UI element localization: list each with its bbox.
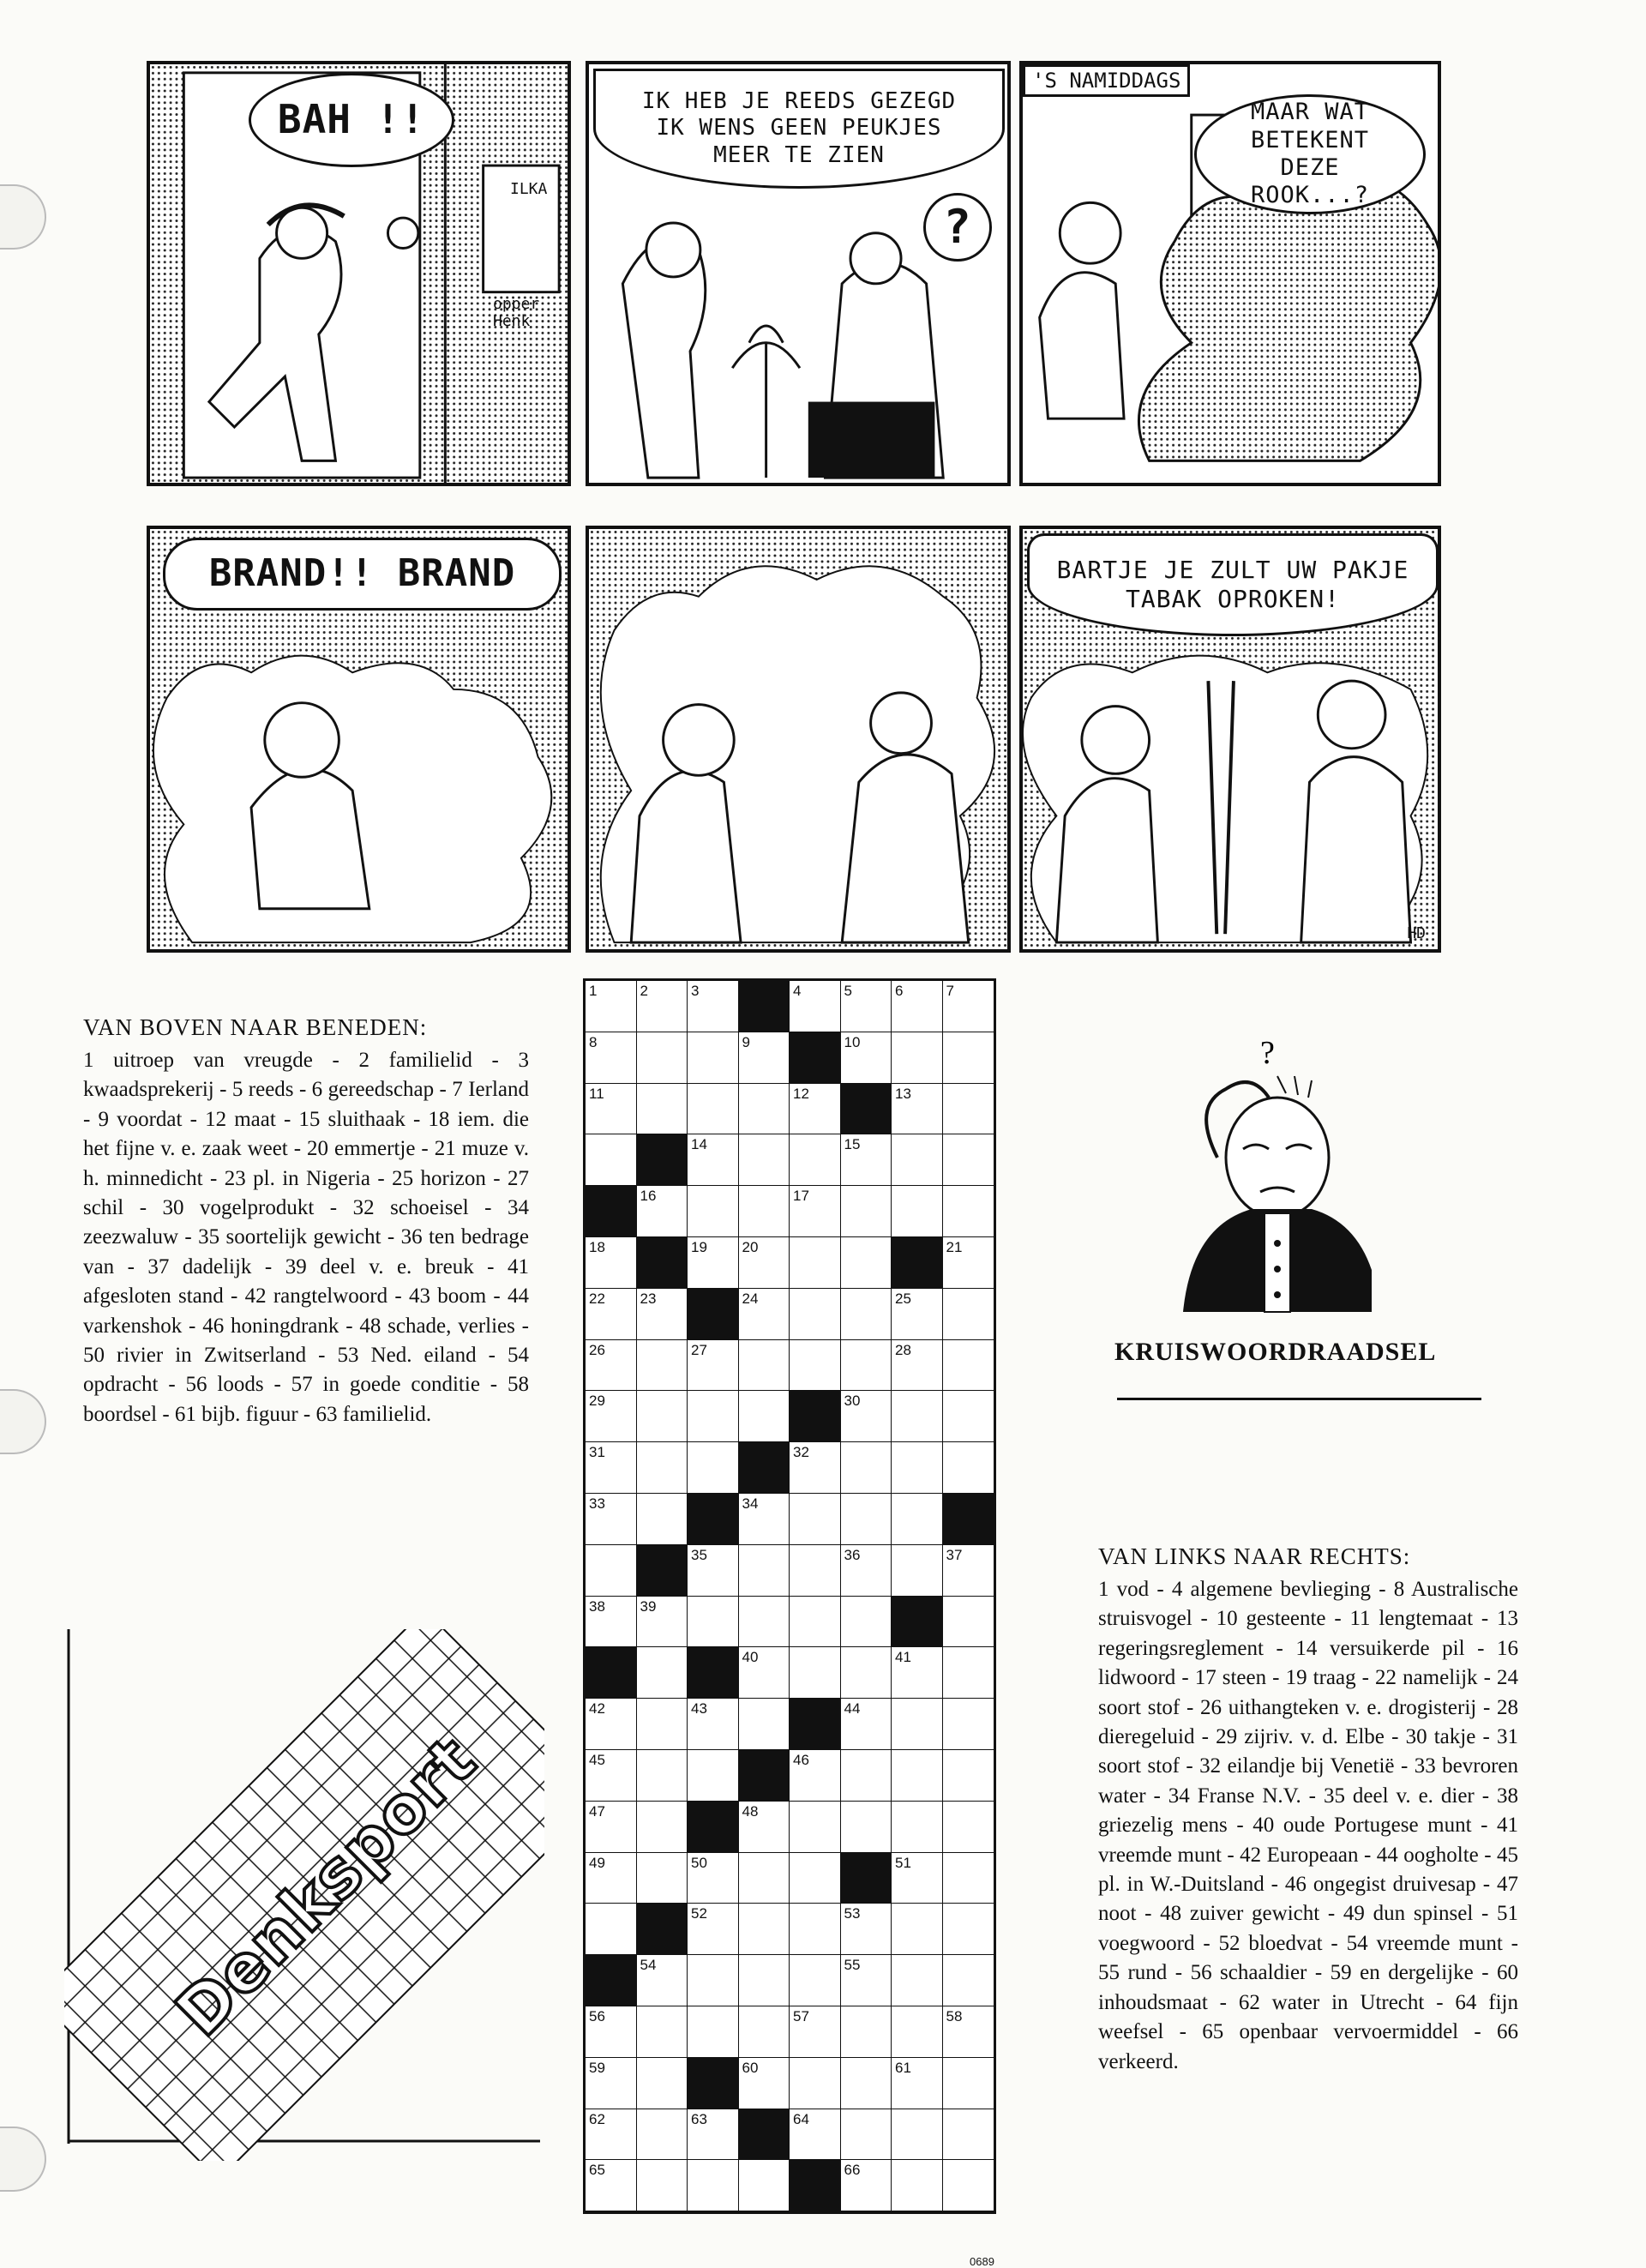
grid-cell[interactable] bbox=[943, 1134, 994, 1186]
cell-number: 3 bbox=[691, 983, 700, 999]
grid-cell[interactable] bbox=[790, 1134, 841, 1186]
comic-panel-2 bbox=[586, 61, 1011, 486]
grid-cell[interactable] bbox=[943, 1597, 994, 1648]
grid-cell[interactable] bbox=[739, 1237, 790, 1289]
grid-cell[interactable] bbox=[841, 1289, 892, 1340]
cell-number: 48 bbox=[742, 1802, 759, 1820]
grid-cell[interactable] bbox=[739, 2160, 790, 2211]
cell-number: 28 bbox=[895, 1341, 911, 1358]
cell-number: 51 bbox=[895, 1854, 911, 1871]
grid-cell[interactable] bbox=[739, 1802, 790, 1853]
cell-number: 63 bbox=[691, 2110, 707, 2127]
grid-cell[interactable] bbox=[637, 1494, 688, 1545]
cell-number: 46 bbox=[793, 1751, 809, 1768]
grid-cell[interactable] bbox=[892, 1494, 943, 1545]
denksport-logo bbox=[64, 1629, 544, 2161]
grid-cell[interactable] bbox=[739, 1494, 790, 1545]
black-cell bbox=[688, 1802, 739, 1853]
grid-cell[interactable] bbox=[637, 2160, 688, 2211]
black-cell bbox=[637, 1545, 688, 1597]
cell-number: 22 bbox=[589, 1290, 605, 1307]
grid-cell[interactable] bbox=[892, 1084, 943, 1135]
grid-cell[interactable] bbox=[688, 1134, 739, 1186]
comic-panel-4 bbox=[147, 526, 571, 953]
black-cell bbox=[892, 1597, 943, 1648]
cell-number: 15 bbox=[844, 1136, 861, 1153]
grid-cell[interactable] bbox=[943, 1699, 994, 1750]
grid-cell[interactable] bbox=[790, 1442, 841, 1494]
grid-cell[interactable] bbox=[841, 1955, 892, 2006]
grid-cell[interactable] bbox=[841, 2058, 892, 2109]
grid-cell[interactable] bbox=[637, 1597, 688, 1648]
grid-cell[interactable] bbox=[637, 1391, 688, 1442]
black-cell bbox=[943, 1494, 994, 1545]
grid-cell[interactable] bbox=[892, 1699, 943, 1750]
cell-number: 40 bbox=[742, 1649, 759, 1666]
grid-cell[interactable] bbox=[943, 1853, 994, 1904]
cell-number: 16 bbox=[640, 1188, 657, 1205]
grid-cell[interactable] bbox=[790, 1237, 841, 1289]
cell-number: 37 bbox=[946, 1546, 963, 1563]
grid-cell[interactable] bbox=[637, 2109, 688, 2161]
cell-number: 25 bbox=[895, 1290, 911, 1307]
grid-cell[interactable] bbox=[739, 1084, 790, 1135]
artist-signature: HD bbox=[1407, 924, 1426, 942]
grid-cell[interactable] bbox=[637, 1032, 688, 1084]
grid-cell[interactable] bbox=[943, 981, 994, 1032]
cell-number: 62 bbox=[589, 2110, 605, 2127]
grid-cell[interactable] bbox=[892, 1853, 943, 1904]
cell-number: 56 bbox=[589, 2007, 605, 2024]
grid-cell[interactable] bbox=[586, 1289, 637, 1340]
grid-cell[interactable] bbox=[739, 1853, 790, 1904]
grid-cell[interactable] bbox=[688, 1237, 739, 1289]
denksport-logo-text: Denksport bbox=[160, 1721, 490, 2051]
grid-cell[interactable] bbox=[943, 1904, 994, 1955]
puzzled-man-illustration bbox=[1166, 1029, 1372, 1320]
grid-cell[interactable] bbox=[943, 1391, 994, 1442]
grid-cell[interactable] bbox=[790, 981, 841, 1032]
grid-cell[interactable] bbox=[688, 2109, 739, 2161]
comic-panel-1 bbox=[147, 61, 571, 486]
cell-number: 42 bbox=[589, 1700, 605, 1718]
grid-cell[interactable] bbox=[739, 2006, 790, 2058]
grid-cell[interactable] bbox=[637, 1084, 688, 1135]
cell-number: 33 bbox=[589, 1495, 605, 1512]
black-cell bbox=[688, 2058, 739, 2109]
cell-number: 8 bbox=[589, 1033, 598, 1050]
comic-panel-6 bbox=[1019, 526, 1441, 953]
grid-cell[interactable] bbox=[586, 2160, 637, 2211]
cell-number: 20 bbox=[742, 1238, 759, 1255]
grid-cell[interactable] bbox=[586, 2109, 637, 2161]
cell-number: 26 bbox=[589, 1341, 605, 1358]
grid-cell[interactable] bbox=[586, 1442, 637, 1494]
grid-cell[interactable] bbox=[892, 1032, 943, 1084]
grid-cell[interactable] bbox=[892, 1442, 943, 1494]
grid-cell[interactable] bbox=[841, 1032, 892, 1084]
cell-number: 4 bbox=[793, 983, 802, 999]
grid-cell[interactable] bbox=[943, 1237, 994, 1289]
cell-number: 5 bbox=[844, 983, 852, 999]
grid-cell[interactable] bbox=[790, 1186, 841, 1237]
grid-cell[interactable] bbox=[943, 1442, 994, 1494]
grid-cell[interactable] bbox=[637, 2058, 688, 2109]
cell-number: 54 bbox=[640, 1957, 657, 1974]
grid-cell[interactable] bbox=[943, 1802, 994, 1853]
title-underline bbox=[1117, 1398, 1481, 1400]
grid-cell[interactable] bbox=[637, 1186, 688, 1237]
grid-cell[interactable] bbox=[943, 1084, 994, 1135]
grid-cell[interactable] bbox=[841, 2109, 892, 2161]
panel-2-question-balloon: ? bbox=[923, 193, 992, 262]
grid-cell[interactable] bbox=[586, 981, 637, 1032]
grid-cell[interactable] bbox=[688, 1904, 739, 1955]
grid-cell[interactable] bbox=[943, 2109, 994, 2161]
cell-number: 58 bbox=[946, 2007, 963, 2024]
cell-number: 32 bbox=[793, 1444, 809, 1461]
cell-number: 64 bbox=[793, 2110, 809, 2127]
panel-2-speech-balloon: IK HEB JE REEDS GEZEGD IK WENS GEEN PEUKJES MEER TE ZIEN bbox=[593, 69, 1005, 189]
grid-cell[interactable] bbox=[739, 1391, 790, 1442]
black-cell bbox=[790, 1699, 841, 1750]
cell-number: 13 bbox=[895, 1085, 911, 1102]
panel-1-name-plate: opper Henk bbox=[493, 295, 540, 330]
cell-number: 18 bbox=[589, 1238, 605, 1255]
black-cell bbox=[841, 1853, 892, 1904]
grid-cell[interactable] bbox=[892, 1186, 943, 1237]
grid-cell[interactable] bbox=[841, 1750, 892, 1802]
svg-text:?: ? bbox=[1260, 1035, 1275, 1071]
grid-cell[interactable] bbox=[892, 2006, 943, 2058]
grid-cell[interactable] bbox=[586, 1032, 637, 1084]
grid-cell[interactable] bbox=[739, 1032, 790, 1084]
grid-cell[interactable] bbox=[586, 1699, 637, 1750]
grid-cell[interactable] bbox=[688, 981, 739, 1032]
grid-cell[interactable] bbox=[688, 1699, 739, 1750]
black-cell bbox=[790, 1391, 841, 1442]
cell-number: 19 bbox=[691, 1238, 707, 1255]
grid-cell[interactable] bbox=[943, 1186, 994, 1237]
grid-cell[interactable] bbox=[892, 1904, 943, 1955]
grid-cell[interactable] bbox=[790, 1597, 841, 1648]
cell-number: 41 bbox=[895, 1649, 911, 1666]
grid-cell[interactable] bbox=[841, 1237, 892, 1289]
grid-cell[interactable] bbox=[586, 2006, 637, 2058]
grid-cell[interactable] bbox=[790, 1289, 841, 1340]
grid-cell[interactable] bbox=[892, 1750, 943, 1802]
black-cell bbox=[790, 2160, 841, 2211]
cell-number: 47 bbox=[589, 1802, 605, 1820]
print-code: 0689 bbox=[970, 2255, 994, 2268]
grid-cell[interactable] bbox=[688, 1853, 739, 1904]
panel-3-speech-balloon: MAAR WAT BETEKENT DEZE ROOK...? bbox=[1194, 94, 1426, 214]
grid-cell[interactable] bbox=[841, 1802, 892, 1853]
grid-cell[interactable] bbox=[790, 2006, 841, 2058]
grid-cell[interactable] bbox=[688, 1391, 739, 1442]
black-cell bbox=[586, 1647, 637, 1699]
comic-panel-3 bbox=[1019, 61, 1441, 486]
grid-cell[interactable] bbox=[790, 1750, 841, 1802]
cell-number: 65 bbox=[589, 2162, 605, 2179]
grid-cell[interactable] bbox=[637, 1340, 688, 1392]
grid-cell[interactable] bbox=[892, 1289, 943, 1340]
grid-cell[interactable] bbox=[790, 2109, 841, 2161]
cell-number: 23 bbox=[640, 1290, 657, 1307]
grid-cell[interactable] bbox=[739, 1904, 790, 1955]
grid-cell[interactable] bbox=[739, 1597, 790, 1648]
black-cell bbox=[586, 1955, 637, 2006]
grid-cell[interactable] bbox=[688, 1750, 739, 1802]
grid-cell[interactable] bbox=[943, 1289, 994, 1340]
cell-number: 27 bbox=[691, 1341, 707, 1358]
panel-5-drawing bbox=[589, 529, 1007, 949]
cell-number: 45 bbox=[589, 1751, 605, 1768]
grid-cell[interactable] bbox=[790, 2058, 841, 2109]
grid-cell[interactable] bbox=[841, 1494, 892, 1545]
grid-cell[interactable] bbox=[943, 1647, 994, 1699]
clues-across-title: VAN LINKS NAAR RECHTS: bbox=[1098, 1543, 1411, 1569]
grid-cell[interactable] bbox=[739, 1699, 790, 1750]
grid-cell[interactable] bbox=[688, 1597, 739, 1648]
comic-panel-5 bbox=[586, 526, 1011, 953]
cell-number: 49 bbox=[589, 1854, 605, 1871]
black-cell bbox=[739, 2109, 790, 2161]
grid-cell[interactable] bbox=[739, 1647, 790, 1699]
cell-number: 36 bbox=[844, 1546, 861, 1563]
panel-3-caption: 'S NAMIDDAGS bbox=[1023, 64, 1190, 97]
grid-cell[interactable] bbox=[943, 1032, 994, 1084]
binder-hole-top bbox=[0, 184, 46, 250]
grid-cell[interactable] bbox=[841, 1134, 892, 1186]
cell-number: 55 bbox=[844, 1957, 861, 1974]
black-cell bbox=[586, 1186, 637, 1237]
grid-cell[interactable] bbox=[739, 1289, 790, 1340]
cell-number: 10 bbox=[844, 1033, 861, 1050]
cell-number: 35 bbox=[691, 1546, 707, 1563]
grid-cell[interactable] bbox=[790, 1955, 841, 2006]
grid-cell[interactable] bbox=[892, 1955, 943, 2006]
grid-cell[interactable] bbox=[841, 1442, 892, 1494]
grid-cell[interactable] bbox=[841, 1391, 892, 1442]
cell-number: 7 bbox=[946, 983, 954, 999]
grid-cell[interactable] bbox=[943, 1545, 994, 1597]
cell-number: 14 bbox=[691, 1136, 707, 1153]
grid-cell[interactable] bbox=[688, 2006, 739, 2058]
grid-cell[interactable] bbox=[892, 1340, 943, 1392]
black-cell bbox=[637, 1237, 688, 1289]
cell-number: 39 bbox=[640, 1597, 657, 1615]
grid-cell[interactable] bbox=[892, 2160, 943, 2211]
cell-number: 59 bbox=[589, 2059, 605, 2076]
black-cell bbox=[739, 1750, 790, 1802]
black-cell bbox=[841, 1084, 892, 1135]
cell-number: 1 bbox=[589, 983, 598, 999]
cell-number: 11 bbox=[589, 1085, 604, 1102]
grid-cell[interactable] bbox=[892, 2058, 943, 2109]
binder-hole-bottom bbox=[0, 2127, 46, 2192]
black-cell bbox=[637, 1134, 688, 1186]
grid-cell[interactable] bbox=[790, 1647, 841, 1699]
grid-cell[interactable] bbox=[841, 1186, 892, 1237]
grid-cell[interactable] bbox=[790, 1853, 841, 1904]
grid-cell[interactable] bbox=[688, 1442, 739, 1494]
grid-cell[interactable] bbox=[841, 2160, 892, 2211]
cell-number: 12 bbox=[793, 1085, 809, 1102]
cell-number: 29 bbox=[589, 1393, 605, 1410]
grid-cell[interactable] bbox=[688, 1084, 739, 1135]
black-cell bbox=[739, 1442, 790, 1494]
grid-cell[interactable] bbox=[688, 1032, 739, 1084]
grid-cell[interactable] bbox=[637, 1647, 688, 1699]
grid-cell[interactable] bbox=[841, 981, 892, 1032]
black-cell bbox=[892, 1237, 943, 1289]
clues-across-text: 1 vod - 4 algemene bevlieging - 8 Australische struisvogel - 10 gesteente - 11 lengtemaat - 13 regeringsreglement - 14 versuikerde pil - 16 lidwoord - 17 steen - 19 traag - 22 namelijk - 24 soort stof - 26 uithangteken v. e. drogisterij - 28 dieregeluid - 29 zijriv. v. d. Elbe - 30 takje - 31 soort stof - 32 eilandje bij Venetië - 33 bevroren water - 34 Franse N.V. - 35 deel v. e. dier - 38 griezelig mens - 40 oude Portugese munt - 41 vreemde munt - 42 Europeaan - 44 oogholte - 45 pl. in W.-Duitsland - 46 ongegist druivesap - 47 noot - 48 zuiver gewicht - 49 dun spinsel - 51 voegwoord - 52 bloedvat - 54 vreemde munt - 55 rund - 56 schaaldier - 59 en dergelijke - 60 inhoudsmaat - 62 water in Utrecht - 64 fijn weefsel - 65 openbaar vervoermiddel - 66 verkeerd. bbox=[1098, 1578, 1518, 2073]
cell-number: 50 bbox=[691, 1854, 707, 1871]
grid-cell[interactable] bbox=[790, 1545, 841, 1597]
grid-cell[interactable] bbox=[892, 1391, 943, 1442]
cell-number: 66 bbox=[844, 2162, 861, 2179]
grid-cell[interactable] bbox=[892, 1802, 943, 1853]
cell-number: 53 bbox=[844, 1905, 861, 1922]
black-cell bbox=[637, 1904, 688, 1955]
grid-cell[interactable] bbox=[943, 1750, 994, 1802]
binder-hole-middle bbox=[0, 1389, 46, 1454]
grid-cell[interactable] bbox=[739, 1186, 790, 1237]
black-cell bbox=[688, 1289, 739, 1340]
cell-number: 61 bbox=[895, 2059, 911, 2076]
black-cell bbox=[790, 1032, 841, 1084]
grid-cell[interactable] bbox=[586, 1853, 637, 1904]
grid-cell[interactable] bbox=[841, 2006, 892, 2058]
grid-cell[interactable] bbox=[586, 1134, 637, 1186]
panel-1-speech-balloon: BAH !! bbox=[249, 73, 454, 167]
grid-cell[interactable] bbox=[637, 1750, 688, 1802]
cell-number: 21 bbox=[946, 1238, 963, 1255]
grid-cell[interactable] bbox=[688, 1340, 739, 1392]
grid-cell[interactable] bbox=[637, 981, 688, 1032]
grid-cell[interactable] bbox=[892, 1647, 943, 1699]
grid-cell[interactable] bbox=[637, 1802, 688, 1853]
grid-cell[interactable] bbox=[739, 2058, 790, 2109]
grid-cell[interactable] bbox=[739, 1955, 790, 2006]
cell-number: 31 bbox=[589, 1444, 605, 1461]
cell-number: 60 bbox=[742, 2059, 759, 2076]
grid-cell[interactable] bbox=[790, 1904, 841, 1955]
grid-cell[interactable] bbox=[586, 1545, 637, 1597]
grid-cell[interactable] bbox=[739, 1134, 790, 1186]
cell-number: 2 bbox=[640, 983, 648, 999]
grid-cell[interactable] bbox=[943, 1955, 994, 2006]
clues-down bbox=[83, 1014, 529, 1429]
cell-number: 6 bbox=[895, 983, 904, 999]
grid-cell[interactable] bbox=[943, 2058, 994, 2109]
cell-number: 24 bbox=[742, 1290, 759, 1307]
grid-cell[interactable] bbox=[790, 1494, 841, 1545]
grid-cell[interactable] bbox=[637, 1853, 688, 1904]
panel-6-speech-balloon: BARTJE JE ZULT UW PAKJE TABAK OPROKEN! bbox=[1027, 533, 1439, 636]
grid-cell[interactable] bbox=[892, 1545, 943, 1597]
grid-cell[interactable] bbox=[586, 1237, 637, 1289]
grid-cell[interactable] bbox=[943, 2160, 994, 2211]
grid-cell[interactable] bbox=[586, 1494, 637, 1545]
grid-cell[interactable] bbox=[790, 1802, 841, 1853]
grid-cell[interactable] bbox=[637, 1699, 688, 1750]
grid-cell[interactable] bbox=[892, 981, 943, 1032]
grid-cell[interactable] bbox=[586, 1904, 637, 1955]
panel-1-door-sign: ILKA bbox=[510, 180, 548, 198]
grid-cell[interactable] bbox=[586, 1391, 637, 1442]
grid-cell[interactable] bbox=[688, 1545, 739, 1597]
cell-number: 44 bbox=[844, 1700, 861, 1718]
grid-cell[interactable] bbox=[892, 1134, 943, 1186]
cell-number: 38 bbox=[589, 1597, 605, 1615]
grid-cell[interactable] bbox=[841, 1545, 892, 1597]
cell-number: 9 bbox=[742, 1033, 750, 1050]
black-cell bbox=[688, 1494, 739, 1545]
crossword-title: KRUISWOORDRAADSEL bbox=[1114, 1338, 1437, 1366]
grid-cell[interactable] bbox=[586, 1597, 637, 1648]
black-cell bbox=[739, 981, 790, 1032]
grid-cell[interactable] bbox=[586, 1084, 637, 1135]
grid-cell[interactable] bbox=[790, 1340, 841, 1392]
grid-cell[interactable] bbox=[637, 2006, 688, 2058]
grid-cell[interactable] bbox=[637, 1289, 688, 1340]
cell-number: 30 bbox=[844, 1393, 861, 1410]
cell-number: 52 bbox=[691, 1905, 707, 1922]
cell-number: 57 bbox=[793, 2007, 809, 2024]
grid-cell[interactable] bbox=[841, 1647, 892, 1699]
clues-across bbox=[1098, 1543, 1518, 2077]
crossword-grid bbox=[583, 978, 996, 2214]
grid-cell[interactable] bbox=[892, 2109, 943, 2161]
grid-cell[interactable] bbox=[637, 1955, 688, 2006]
grid-cell[interactable] bbox=[790, 1084, 841, 1135]
clues-down-title: VAN BOVEN NAAR BENEDEN: bbox=[83, 1014, 428, 1040]
grid-cell[interactable] bbox=[637, 1442, 688, 1494]
panel-4-speech-balloon: BRAND!! BRAND bbox=[163, 538, 562, 611]
grid-cell[interactable] bbox=[586, 1802, 637, 1853]
black-cell bbox=[688, 1647, 739, 1699]
grid-cell[interactable] bbox=[841, 1904, 892, 1955]
grid-cell[interactable] bbox=[841, 1597, 892, 1648]
cell-number: 43 bbox=[691, 1700, 707, 1718]
cell-number: 17 bbox=[793, 1188, 809, 1205]
grid-cell[interactable] bbox=[586, 2058, 637, 2109]
grid-cell[interactable] bbox=[688, 1186, 739, 1237]
clues-down-text: 1 uitroep van vreugde - 2 familielid - 3 kwaadsprekerij - 5 reeds - 6 gereedschap - 7 Ierland - 9 voordat - 12 maat - 15 sluithaak - 18 iem. die het fijne v. e. zaak weet - 20 emmertje - 21 muze v. h. minnedicht - 23 pl. in Nigeria - 25 horizon - 27 schil - 30 vogelprodukt - 32 schoeisel - 34 zeezwaluw - 35 soortelijk gewicht - 36 ten bedrage van - 37 dadelijk - 39 deel v. e. breuk - 41 afgesloten stand - 42 rangtelwoord - 43 boom - 44 varkenshok - 46 honingdrank - 48 schade, verlies - 50 rivier in Zwitserland - 53 Ned. eiland - 54 opdracht - 56 loods - 57 in goede conditie - 58 boordsel - 61 bijb. figuur - 63 familielid. bbox=[83, 1049, 529, 1426]
grid-cell[interactable] bbox=[841, 1699, 892, 1750]
grid-cell[interactable] bbox=[943, 1340, 994, 1392]
grid-cell[interactable] bbox=[841, 1340, 892, 1392]
cell-number: 34 bbox=[742, 1495, 759, 1512]
grid-cell[interactable] bbox=[739, 1545, 790, 1597]
grid-cell[interactable] bbox=[739, 1340, 790, 1392]
grid-cell[interactable] bbox=[943, 2006, 994, 2058]
grid-cell[interactable] bbox=[586, 1340, 637, 1392]
grid-cell[interactable] bbox=[586, 1750, 637, 1802]
grid-cell[interactable] bbox=[688, 2160, 739, 2211]
grid-cell[interactable] bbox=[688, 1955, 739, 2006]
